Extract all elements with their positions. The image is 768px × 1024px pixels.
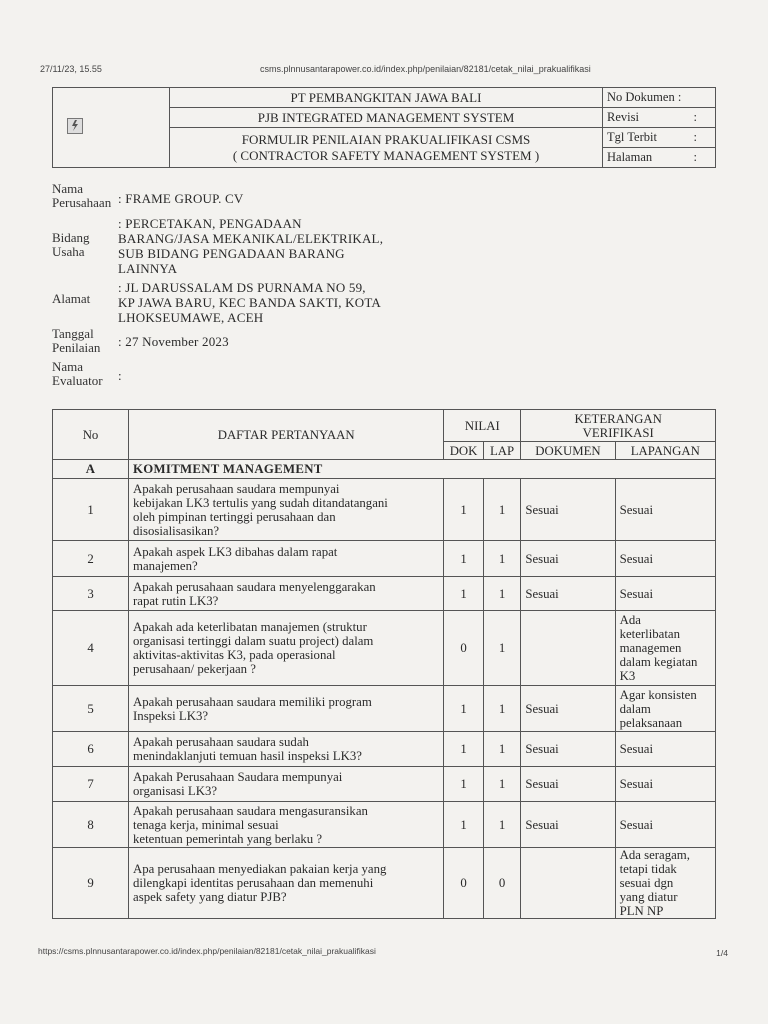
table-row	[53, 767, 716, 802]
value-tanggal-penilaian: : 27 November 2023	[118, 334, 229, 349]
header-keterangan-verifikasi: KETERANGAN VERIFIKASI	[521, 410, 716, 442]
header-dok: DOK	[444, 442, 484, 460]
row-number: 5	[53, 686, 129, 732]
keterangan-lapangan: Sesuai	[615, 541, 715, 577]
meta-no-dokumen: No Dokumen :	[603, 88, 716, 108]
score-lap: 1	[483, 611, 521, 686]
table-row	[53, 732, 716, 767]
company-name: PT PEMBANGKITAN JAWA BALI	[170, 88, 603, 108]
questions-table	[52, 409, 716, 919]
header-daftar-pertanyaan: DAFTAR PERTANYAAN	[129, 410, 444, 460]
keterangan-lapangan: Sesuai	[615, 767, 715, 802]
question-text: Apa perusahaan menyediakan pakaian kerja yang dilengkapi identitas perusahaan dan memenuhi aspek safety yang diatur PJB?	[129, 848, 444, 919]
score-lap: 1	[483, 577, 521, 611]
row-number: 3	[53, 577, 129, 611]
table-row	[53, 686, 716, 732]
value-alamat: : JL DARUSSALAM DS PURNAMA NO 59, KP JAWA BARU, KEC BANDA SAKTI, KOTA LHOKSEUMAWE, ACEH	[118, 280, 382, 325]
print-header	[40, 64, 728, 74]
question-text: Apakah ada keterlibatan manajemen (struktur organisasi tertinggi dalam suatu project) dalam aktivitas-aktivitas K3, pada operasional perusahaan/ pekerjaan ?	[129, 611, 444, 686]
header-nilai: NILAI	[444, 410, 521, 442]
keterangan-dokumen: Sesuai	[521, 541, 615, 577]
meta-halaman: Halaman :	[603, 148, 716, 168]
table-row	[53, 541, 716, 577]
question-text: Apakah perusahaan saudara mempunyai kebijakan LK3 tertulis yang sudah ditandatangani oleh pimpinan tertinggi perusahaan dan disosialisasikan?	[129, 479, 444, 541]
print-url-bottom: https://csms.plnnusantarapower.co.id/index.php/penilaian/82181/cetak_nilai_prakualifikasi	[38, 946, 376, 956]
keterangan-dokumen: Sesuai	[521, 686, 615, 732]
meta-revisi: Revisi :	[603, 108, 716, 128]
label-nama-evaluator: Nama Evaluator	[52, 359, 103, 388]
question-text: Apakah aspek LK3 dibahas dalam rapat manajemen?	[129, 541, 444, 577]
row-number: 2	[53, 541, 129, 577]
question-text: Apakah Perusahaan Saudara mempunyai organisasi LK3?	[129, 767, 444, 802]
keterangan-lapangan: Sesuai	[615, 479, 715, 541]
score-lap: 1	[483, 732, 521, 767]
question-text: Apakah perusahaan saudara menyelenggarakan rapat rutin LK3?	[129, 577, 444, 611]
row-number: 9	[53, 848, 129, 919]
question-text: Apakah perusahaan saudara mengasuransikan tenaga kerja, minimal sesuai ketentuan pemerintah yang berlaku ?	[129, 802, 444, 848]
header-lap: LAP	[483, 442, 521, 460]
score-lap: 1	[483, 767, 521, 802]
table-row	[53, 611, 716, 686]
table-row	[53, 848, 716, 919]
lightning-bolt-logo-icon	[67, 118, 83, 134]
keterangan-lapangan: Sesuai	[615, 802, 715, 848]
keterangan-dokumen: Sesuai	[521, 802, 615, 848]
value-nama-perusahaan: : FRAME GROUP. CV	[118, 191, 244, 206]
value-bidang-usaha: : PERCETAKAN, PENGADAAN BARANG/JASA MEKANIKAL/ELEKTRIKAL, SUB BIDANG PENGADAAN BARANG LAINNYA	[118, 216, 384, 276]
keterangan-lapangan: Sesuai	[615, 577, 715, 611]
keterangan-dokumen: Sesuai	[521, 577, 615, 611]
document-header-table	[52, 87, 716, 168]
table-row	[53, 577, 716, 611]
table-row	[53, 802, 716, 848]
score-lap: 1	[483, 541, 521, 577]
system-name: PJB INTEGRATED MANAGEMENT SYSTEM	[170, 108, 603, 128]
keterangan-dokumen	[521, 848, 615, 919]
score-lap: 1	[483, 686, 521, 732]
keterangan-dokumen: Sesuai	[521, 732, 615, 767]
score-lap: 0	[483, 848, 521, 919]
keterangan-lapangan: Sesuai	[615, 732, 715, 767]
keterangan-lapangan: Ada keterlibatan managemen dalam kegiatan K3	[615, 611, 715, 686]
page-number: 1/4	[716, 948, 728, 958]
print-footer	[38, 946, 728, 956]
score-dok: 0	[444, 611, 484, 686]
question-rows	[53, 479, 716, 919]
header-lapangan: LAPANGAN	[615, 442, 715, 460]
label-alamat: Alamat	[52, 291, 91, 306]
keterangan-dokumen	[521, 611, 615, 686]
form-title: FORMULIR PENILAIAN PRAKUALIFIKASI CSMS ( CONTRACTOR SAFETY MANAGEMENT SYSTEM )	[170, 128, 603, 168]
score-dok: 1	[444, 541, 484, 577]
logo-cell	[53, 88, 170, 168]
question-text: Apakah perusahaan saudara memiliki program Inspeksi LK3?	[129, 686, 444, 732]
question-text: Apakah perusahaan saudara sudah menindaklanjuti temuan hasil inspeksi LK3?	[129, 732, 444, 767]
section-title: KOMITMENT MANAGEMENT	[129, 460, 716, 479]
row-number: 7	[53, 767, 129, 802]
row-number: 4	[53, 611, 129, 686]
score-dok: 0	[444, 848, 484, 919]
score-lap: 1	[483, 802, 521, 848]
label-nama-perusahaan: Nama Perusahaan	[52, 181, 112, 210]
score-dok: 1	[444, 577, 484, 611]
score-dok: 1	[444, 686, 484, 732]
table-row	[53, 479, 716, 541]
row-number: 6	[53, 732, 129, 767]
meta-tgl-terbit: Tgl Terbit :	[603, 128, 716, 148]
print-datetime: 27/11/23, 15.55	[40, 64, 102, 74]
keterangan-lapangan: Agar konsisten dalam pelaksanaan	[615, 686, 715, 732]
score-dok: 1	[444, 802, 484, 848]
keterangan-lapangan: Ada seragam, tetapi tidak sesuai dgn yang diatur PLN NP	[615, 848, 715, 919]
header-no: No	[53, 410, 129, 460]
score-dok: 1	[444, 732, 484, 767]
keterangan-dokumen: Sesuai	[521, 767, 615, 802]
header-dokumen: DOKUMEN	[521, 442, 615, 460]
score-dok: 1	[444, 767, 484, 802]
value-nama-evaluator: :	[118, 368, 122, 383]
score-lap: 1	[483, 479, 521, 541]
label-bidang-usaha: Bidang Usaha	[52, 230, 90, 259]
print-url: csms.plnnusantarapower.co.id/index.php/penilaian/82181/cetak_nilai_prakualifikasi	[260, 64, 591, 74]
section-letter: A	[53, 460, 129, 479]
score-dok: 1	[444, 479, 484, 541]
keterangan-dokumen: Sesuai	[521, 479, 615, 541]
row-number: 1	[53, 479, 129, 541]
label-tanggal-penilaian: Tanggal Penilaian	[52, 326, 101, 355]
row-number: 8	[53, 802, 129, 848]
